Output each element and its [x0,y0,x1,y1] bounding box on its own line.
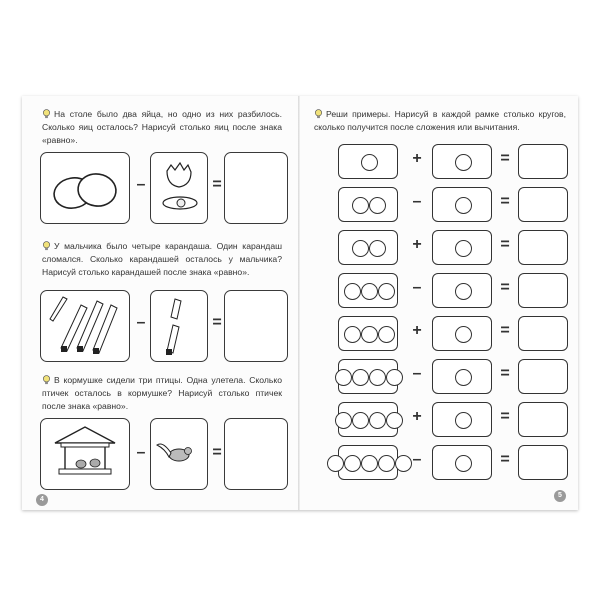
answer-frame[interactable] [518,230,568,265]
broken-pencil-icon [151,291,207,361]
circle-mark [378,326,395,343]
circle-mark [378,455,395,472]
circle-mark [344,283,361,300]
circle-mark [335,369,352,386]
circle-mark [361,154,378,171]
minus-sign: – [136,176,146,193]
circle-mark [455,154,472,171]
right-operand-frame [432,144,492,179]
equals-sign: = [212,176,222,193]
circle-mark [369,369,386,386]
task-1-picture-two-eggs [40,152,130,224]
right-operand-frame [432,359,492,394]
circle-mark [344,455,361,472]
task-3-picture-flying-bird [150,418,208,490]
task-2-picture-broken-pencil [150,290,208,362]
operator-sign: – [412,451,422,468]
answer-frame[interactable] [518,402,568,437]
right-operand-frame [432,402,492,437]
task-3-text: В кормушке сидели три птицы. Одна улетела. Сколько птичек осталось в кормушке? Нарисуй столько птичек после знака «равно». [42,375,282,411]
circle-mark [361,283,378,300]
task-1-text: На столе было два яйца, но одно из них разбилось. Сколько яиц осталось? Нарисуй столько яиц после знака «равно». [42,109,282,145]
page-number-left: 4 [36,494,48,506]
minus-sign: – [136,444,146,461]
task-1-answer-box[interactable] [224,152,288,224]
left-operand-frame [338,445,398,480]
circle-mark [352,412,369,429]
equals-sign: = [500,365,510,382]
equals-sign: = [500,193,510,210]
right-operand-frame [432,230,492,265]
circle-mark [369,197,386,214]
answer-frame[interactable] [518,187,568,222]
task-2-answer-box[interactable] [224,290,288,362]
circle-mark [344,326,361,343]
circle-mark [369,412,386,429]
answer-frame[interactable] [518,316,568,351]
right-operand-frame [432,316,492,351]
task-3-picture-bird-feeder [40,418,130,490]
left-operand-frame [338,316,398,351]
operator-sign: – [412,279,422,296]
circle-mark [455,283,472,300]
operator-sign: + [412,322,422,339]
equals-sign: = [500,451,510,468]
equals-sign: = [500,322,510,339]
bird-icon [151,419,207,489]
left-operand-frame [338,359,398,394]
circle-mark [386,412,403,429]
circle-mark [352,240,369,257]
lightbulb-icon [314,109,323,119]
left-operand-frame [338,273,398,308]
circle-mark [327,455,344,472]
task-2-picture-four-pencils [40,290,130,362]
pencils-icon [41,291,129,361]
left-page [22,96,298,510]
circle-mark [395,455,412,472]
task-1-picture-broken-egg [150,152,208,224]
circle-mark [369,240,386,257]
circle-mark [455,326,472,343]
lightbulb-icon [42,375,51,385]
circle-mark [378,283,395,300]
answer-frame[interactable] [518,273,568,308]
operator-sign: + [412,236,422,253]
equals-sign: = [212,314,222,331]
circle-mark [455,197,472,214]
answer-frame[interactable] [518,144,568,179]
task-3-answer-box[interactable] [224,418,288,490]
book-spread [22,96,578,510]
equals-sign: = [500,236,510,253]
bird-feeder-icon [41,419,129,489]
left-operand-frame [338,402,398,437]
circle-mark [335,412,352,429]
circle-mark [455,240,472,257]
operator-sign: – [412,193,422,210]
left-operand-frame [338,230,398,265]
circle-mark [455,455,472,472]
circle-mark [455,412,472,429]
equals-sign: = [212,444,222,461]
broken-egg-icon [151,153,207,223]
equals-sign: = [500,150,510,167]
right-operand-frame [432,273,492,308]
circle-mark [361,455,378,472]
left-operand-frame [338,187,398,222]
answer-frame[interactable] [518,359,568,394]
circle-mark [386,369,403,386]
lightbulb-icon [42,241,51,251]
circle-mark [361,326,378,343]
answer-frame[interactable] [518,445,568,480]
equals-sign: = [500,279,510,296]
operator-sign: – [412,365,422,382]
right-page [300,96,578,510]
right-operand-frame [432,445,492,480]
right-task-text: Реши примеры. Нарисуй в каждой рамке столько кругов, сколько получится после сложения или вычитания. [314,109,566,132]
lightbulb-icon [42,109,51,119]
equals-sign: = [500,408,510,425]
task-2-text: У мальчика было четыре карандаша. Один карандаш сломался. Сколько карандашей осталось у мальчика? Нарисуй столько карандашей после знака «равно». [42,241,282,277]
eggs-icon [41,153,129,223]
circle-mark [352,369,369,386]
page-number-right: 5 [554,490,566,502]
left-operand-frame [338,144,398,179]
right-operand-frame [432,187,492,222]
operator-sign: + [412,408,422,425]
minus-sign: – [136,314,146,331]
circle-mark [455,369,472,386]
operator-sign: + [412,150,422,167]
circle-mark [352,197,369,214]
